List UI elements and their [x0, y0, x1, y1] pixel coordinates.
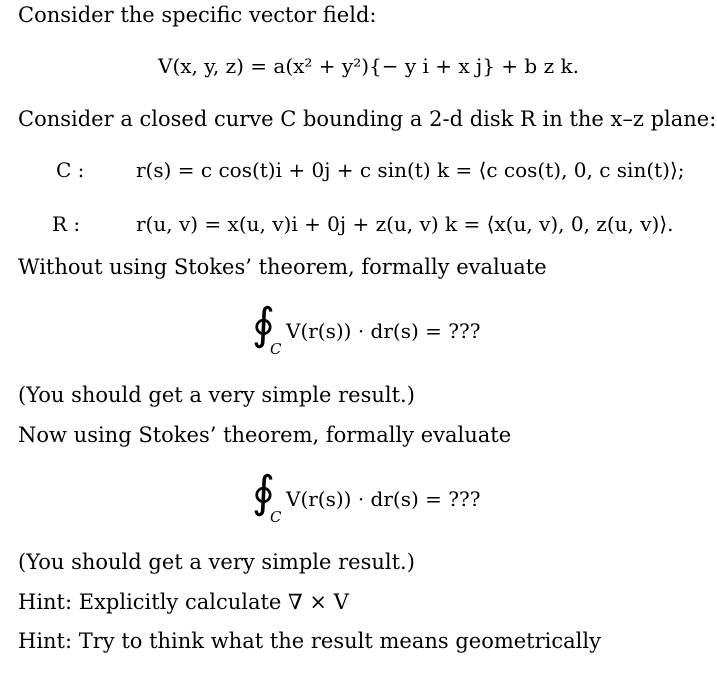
- integral-subscript: C: [270, 508, 282, 526]
- integral-subscript: C: [270, 340, 282, 358]
- vector-field-equation: V(x, y, z) = a(x² + y²){− y i + x j} + b z k.: [158, 54, 579, 78]
- integral-1-integrand: V(r(s)) · dr(s) = ???: [286, 319, 481, 343]
- hint-2-text: Hint: Try to think what the result means geometrically: [18, 629, 601, 653]
- contour-integral-icon: [252, 467, 282, 526]
- hint-1-text: Hint: Explicitly calculate ∇ × V: [18, 590, 349, 614]
- curve-intro-text: Consider a closed curve C bounding a 2-d disk R in the x–z plane:: [18, 107, 717, 131]
- contour-integral-icon: [252, 299, 282, 358]
- curve-equation: r(s) = c cos(t)i + 0j + c sin(t) k = ⟨c cos(t), 0, c sin(t)⟩;: [136, 158, 685, 182]
- intro-text: Consider the specific vector field:: [18, 3, 377, 27]
- task-1-text: Without using Stokes’ theorem, formally evaluate: [18, 255, 547, 279]
- integral-2-integrand: V(r(s)) · dr(s) = ???: [286, 487, 481, 511]
- note-2-text: (You should get a very simple result.): [18, 550, 415, 574]
- region-label: R :: [52, 212, 81, 236]
- integral-1: [252, 299, 481, 358]
- task-2-text: Now using Stokes’ theorem, formally evaluate: [18, 423, 512, 447]
- contour-integral-sign: ∮: [252, 467, 275, 518]
- contour-integral-sign: ∮: [252, 299, 275, 350]
- integral-2: [252, 467, 481, 526]
- region-equation: r(u, v) = x(u, v)i + 0j + z(u, v) k = ⟨x(u, v), 0, z(u, v)⟩.: [136, 212, 674, 236]
- note-1-text: (You should get a very simple result.): [18, 383, 415, 407]
- curve-label: C :: [56, 158, 85, 182]
